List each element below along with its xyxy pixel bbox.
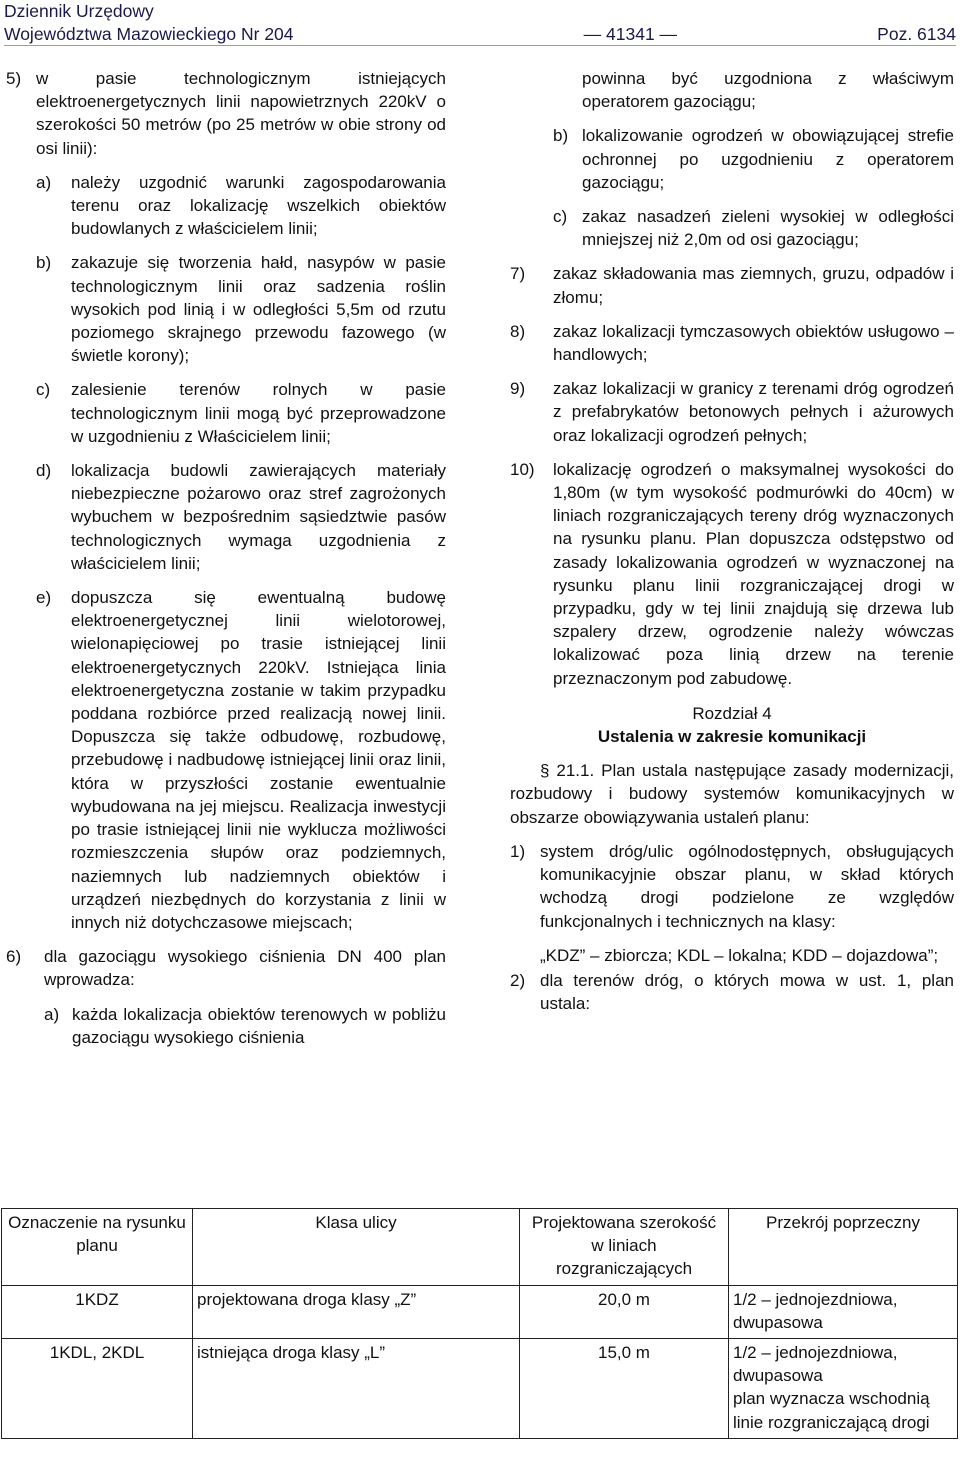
item-text: lokalizację ogrodzeń o maksymalnej wysokości do 1,80m (w tym wysokość podmurówki do 40cm) w liniach rozgraniczających tereny dróg wyznaczonych na rysunku planu. Plan dopuszcza odstępstwo od zasady lokalizowania ogrodzeń w wyznaczonej na rysunku planu linii rozgraniczającej drogi w przypadku, gdy w tej linii znajdują się drzewa lub szpalery drzew, ogrodzenie należy wówczas lokalizować poza linią drzew na terenie przeznaczonym pod zabudowę. bbox=[553, 459, 954, 688]
table-cell-width: 20,0 m bbox=[520, 1285, 729, 1338]
subitem-text: lokalizacja budowli zawierających materiały niebezpieczne pożarowo oraz stref zagrożonych wybuchem w bezpośrednim sąsiedztwie pasów technologicznych wymaga uzgodnienia z właścicielem linii; bbox=[71, 461, 446, 573]
subitem-a bbox=[36, 171, 446, 241]
item-text: w pasie technologicznym istniejących elektroenergetycznych linii napowietrznych 220kV o szerokości 50 metrów (po 25 metrów w obie strony od osi linii): bbox=[36, 69, 446, 158]
subitem-d bbox=[36, 459, 446, 575]
subitem-letter: b) bbox=[553, 126, 569, 146]
item-text: zakaz lokalizacji w granicy z terenami dróg ogrodzeń z prefabrykatów betonowych pełnych i ażurowych oraz lokalizacji ogrodzeń pełnych; bbox=[553, 379, 954, 445]
subitem-letter: b) bbox=[36, 253, 52, 273]
chapter-title: Ustalenia w zakresie komunikacji bbox=[597, 727, 867, 747]
table-row bbox=[2, 1285, 958, 1338]
table-cell-code: 1KDZ bbox=[2, 1285, 193, 1338]
header-cell: Oznaczenie na rysunku planu bbox=[2, 1209, 193, 1286]
subitem-letter: c) bbox=[36, 380, 51, 400]
item-10 bbox=[510, 458, 954, 690]
left-column bbox=[6, 67, 446, 1049]
subitem-letter: d) bbox=[36, 461, 52, 481]
subitem-text: każda lokalizacja obiektów terenowych w pobliżu gazociągu wysokiego ciśnienia bbox=[72, 1004, 446, 1047]
table-cell-section bbox=[729, 1339, 958, 1439]
table-header-row bbox=[2, 1209, 958, 1286]
list-item-1 bbox=[510, 840, 954, 933]
item-text: dla gazociągu wysokiego ciśnienia DN 400 plan wprowadza: bbox=[44, 947, 446, 990]
header-cell: Przekrój poprzeczny bbox=[729, 1209, 958, 1286]
table-cell-width: 15,0 m bbox=[520, 1339, 729, 1439]
subitem-6c bbox=[510, 205, 954, 251]
page-header bbox=[4, 0, 956, 46]
list-item-2 bbox=[510, 969, 954, 1015]
section-note: plan wyznacza wschodnią linie rozgraniczającą drogi bbox=[733, 1389, 930, 1432]
header-row bbox=[4, 23, 956, 46]
publication-number: Województwa Mazowieckiego Nr 204 bbox=[4, 24, 294, 45]
position-number: Poz. 6134 bbox=[877, 24, 956, 45]
item-8 bbox=[510, 320, 954, 366]
item-number: 8) bbox=[510, 321, 526, 341]
table-cell-section bbox=[729, 1285, 958, 1338]
item-number: 5) bbox=[6, 69, 22, 88]
table-cell-class: projektowana droga klasy „Z” bbox=[193, 1285, 520, 1338]
header-cell: Klasa ulicy bbox=[193, 1209, 520, 1286]
subitem-text: zakazuje się tworzenia hałd, nasypów w pasie technologicznym linii oraz sadzenia roślin wysokich pod linią i w odległości 5,5m od rzutu poziomego skrajnego przewodu fazowego (w świetle korony); bbox=[71, 253, 446, 366]
item-6 bbox=[6, 945, 446, 991]
subitem-text: lokalizowanie ogrodzeń w obowiązującej strefie ochronnej po uzgodnieniu z operatorem gazociągu; bbox=[582, 126, 954, 192]
page-number: — 41341 — bbox=[583, 24, 678, 45]
item-number: 10) bbox=[510, 459, 535, 479]
subitem-letter: a) bbox=[44, 1004, 60, 1024]
item-text: zakaz składowania mas ziemnych, gruzu, odpadów i złomu; bbox=[553, 264, 954, 307]
subitem-b bbox=[36, 251, 446, 367]
list-text: system dróg/ulic ogólnodostępnych, obsługujących komunikacyjnie obszar planu, w skład których wchodzą drogi podzielone ze względów funkcjonalnych i technicznych na klasy: bbox=[540, 841, 954, 931]
section-text: 1/2 – jednojezdniowa, dwupasowa bbox=[733, 1343, 898, 1386]
road-classes-table bbox=[1, 1208, 958, 1439]
subitem-text: dopuszcza się ewentualną budowę elektroenergetycznej linii wielotorowej, wielonapięciowej po trasie istniejącej linii elektroenergetycznych 220kV. Istniejąca linia elektroenergetyczna zostanie w takim przypadku poddana rozbiórce przed realizacją nowej linii. Dopuszcza się także odbudowę, rozbudowę, przebudowę i nadbudowę istniejącej linii oraz linii, która w przyszłości zostanie ewentualnie wybudowana na jej miejscu. Realizacja inwestycji po trasie istniejącej linii nie wyklucza możliwości rozmieszczenia słupów oraz podziemnych, naziemnych lub nadziemnych obiektów i urządzeń niezbędnych do korzystania z linii w innych niż dotychczasowe miejscach; bbox=[71, 588, 446, 932]
right-column bbox=[510, 67, 954, 1026]
subitem-6b bbox=[510, 124, 954, 194]
chapter-number: Rozdział 4 bbox=[692, 703, 772, 723]
header-cell: Projektowana szerokość w liniach rozgraniczających bbox=[520, 1209, 729, 1286]
list-text: dla terenów dróg, o których mowa w ust. 1, plan ustala: bbox=[540, 970, 954, 1014]
item-number: 6) bbox=[6, 947, 22, 967]
header-divider bbox=[4, 45, 956, 46]
subitem-e bbox=[36, 586, 446, 934]
item-9 bbox=[510, 377, 954, 447]
list-number: 2) bbox=[510, 970, 526, 990]
table-row bbox=[2, 1339, 958, 1439]
subitem-text: zalesienie terenów rolnych w pasie technologicznym linii mogą być przeprowadzone w uzgodnieniu z Właścicielem linii; bbox=[71, 380, 446, 446]
item-text: zakaz lokalizacji tymczasowych obiektów usługowo – handlowych; bbox=[553, 321, 954, 365]
table-cell-code: 1KDL, 2KDL bbox=[2, 1339, 193, 1439]
road-classes-quote: „KDZ” – zbiorcza; KDL – lokalna; KDD – dojazdowa”; bbox=[540, 945, 939, 965]
subitem-6a-continuation: powinna być uzgodniona z właściwym operatorem gazociągu; bbox=[582, 69, 954, 112]
subitem-c bbox=[36, 378, 446, 448]
paragraph-21-1: § 21.1. Plan ustala następujące zasady modernizacji, rozbudowy i budowy systemów komunikacyjnych w obszarze obowiązywania ustaleń planu: bbox=[510, 761, 954, 827]
journal-title: Dziennik Urzędowy bbox=[4, 1, 154, 21]
subitem-letter: a) bbox=[36, 172, 52, 192]
subitem-letter: e) bbox=[36, 588, 52, 608]
item-5 bbox=[6, 67, 446, 160]
item-7 bbox=[510, 262, 954, 308]
list-number: 1) bbox=[510, 841, 526, 861]
section-text: 1/2 – jednojezdniowa, dwupasowa bbox=[733, 1289, 898, 1332]
item-number: 9) bbox=[510, 379, 526, 399]
subitem-text: należy uzgodnić warunki zagospodarowania terenu oraz lokalizację wszelkich obiektów budowlanych z właścicielem linii; bbox=[71, 172, 446, 239]
item-number: 7) bbox=[510, 264, 526, 284]
subitem-6a bbox=[44, 1003, 446, 1049]
table-cell-class: istniejąca droga klasy „L” bbox=[193, 1339, 520, 1439]
subitem-text: zakaz nasadzeń zieleni wysokiej w odległości mniejszej niż 2,0m od osi gazociągu; bbox=[582, 207, 954, 250]
subitem-letter: c) bbox=[553, 207, 568, 227]
